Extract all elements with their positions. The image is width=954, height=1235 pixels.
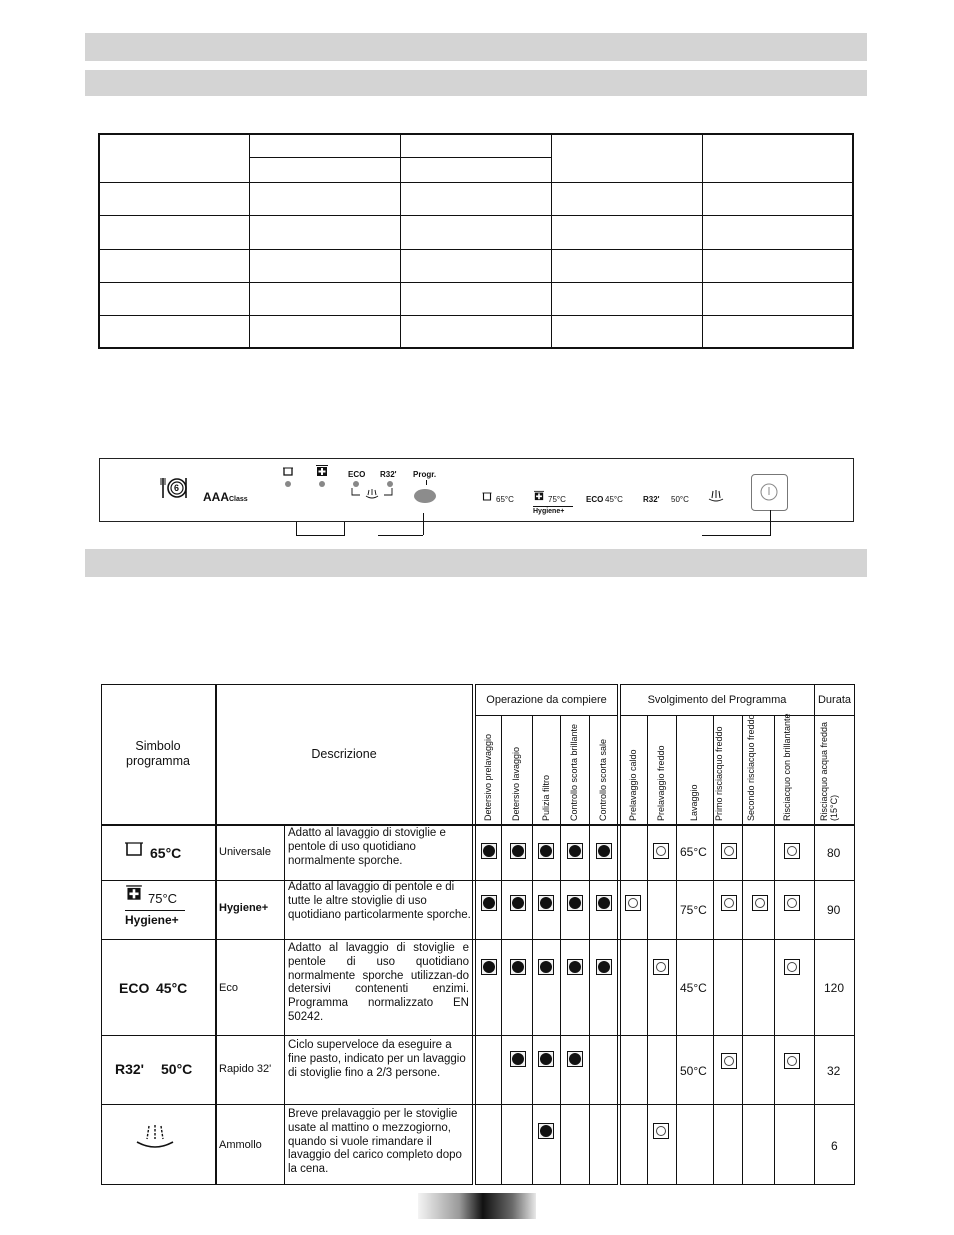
leader-line-power (702, 534, 771, 536)
filled-marker (481, 959, 497, 975)
power-icon (752, 475, 786, 509)
grid-line (560, 715, 561, 1185)
row4-duration: 32 (827, 1064, 841, 1078)
hygiene-icon (534, 490, 544, 501)
header-operations: Operazione da compiere (486, 694, 607, 706)
col-lavaggio: Lavaggio (689, 784, 699, 821)
filled-marker (510, 1051, 526, 1067)
pot-icon (282, 465, 294, 477)
row1-duration: 80 (827, 846, 841, 860)
progr-label-tick (426, 480, 427, 485)
row3-symbol-prefix: ECO (119, 980, 150, 996)
row4-symbol-temp: 50°C (161, 1061, 193, 1077)
open-marker (784, 895, 800, 911)
grid-line (742, 715, 743, 1185)
frame-mid (475, 684, 618, 1185)
row3-symbol-temp: 45°C (156, 980, 188, 996)
row2-duration: 90 (827, 903, 841, 917)
filled-marker (538, 843, 554, 859)
open-marker (721, 1053, 737, 1069)
pot-icon (124, 839, 144, 857)
filled-marker (538, 1123, 554, 1139)
progr-button-label: Progr. (413, 470, 437, 479)
table-cell (400, 157, 551, 182)
energy-class-label: AAA (203, 490, 229, 504)
row2-symbol-sub: Hygiene+ (125, 913, 179, 927)
col-detersivo-lavaggio: Detersivo lavaggio (511, 746, 521, 821)
grid-line (814, 684, 815, 1185)
energy-class-suffix: Class (229, 496, 248, 503)
row5-name: Ammollo (219, 1139, 262, 1151)
leader-line-leds (296, 522, 345, 536)
table-cell (551, 134, 702, 182)
filled-marker (567, 843, 583, 859)
control-panel (99, 458, 854, 522)
row3-description: Adatto al lavaggio di stoviglie e pentole di uso quotidiano normalmente sporche utilizzan-do detersivi contenenti enzimi. Programma normalizzato EN 50242. (288, 942, 469, 1023)
row3-wash-temp: 45°C (680, 981, 707, 995)
grid-line (774, 715, 775, 1185)
filled-marker (567, 959, 583, 975)
table-cell (400, 134, 551, 157)
row2-symbol-temp: 75°C (148, 891, 178, 906)
program-hygiene-temp: 75°C (548, 495, 566, 504)
program-rapid-temp: 50°C (671, 495, 689, 504)
filled-marker (510, 843, 526, 859)
open-marker (721, 895, 737, 911)
filled-marker (596, 959, 612, 975)
section-header-bar (85, 549, 867, 577)
table-cell (99, 134, 249, 182)
filled-marker (510, 959, 526, 975)
open-marker (784, 959, 800, 975)
program-table (101, 684, 855, 1185)
row4-wash-temp: 50°C (680, 1064, 707, 1078)
leader-line-progr (378, 534, 423, 536)
open-marker (653, 843, 669, 859)
header-cycle: Svolgimento del Programma (647, 694, 787, 706)
row1-name: Universale (219, 846, 271, 858)
filled-marker (596, 895, 612, 911)
table-cell (249, 134, 400, 157)
grid-line (647, 715, 648, 1185)
table-cell (249, 157, 400, 182)
row2-description: Adatto al lavaggio di pentole e di tutte le altre stoviglie di uso quotidiano particolarmente sporche. (288, 881, 471, 921)
row4-description: Ciclo superveloce da eseguire a fine pasto, indicato per un lavaggio di stoviglie fino a 2/3 persone. (288, 1039, 466, 1079)
program-eco-temp: 45°C (605, 495, 623, 504)
section-subheader-bar (85, 70, 867, 96)
power-button[interactable] (751, 474, 788, 511)
pot-icon (482, 491, 492, 501)
capacity-mark: 6 (174, 483, 180, 493)
led-hygiene (319, 481, 325, 487)
progr-button[interactable] (414, 489, 436, 503)
col-risciacquo-brillantante: Risciacquo con brillantante (782, 713, 792, 821)
soak-icon (135, 1124, 175, 1150)
page-number-tab (418, 1193, 536, 1219)
program-hygiene-sub: Hygiene+ (533, 508, 565, 515)
table-cell (702, 134, 853, 182)
leader-line-progr-v (423, 513, 425, 535)
col-prelavaggio-freddo: Prelavaggio freddo (656, 745, 666, 821)
col-secondo-risciacquo: Secondo risciacquo freddo (746, 714, 756, 821)
filled-marker (538, 1051, 554, 1067)
filled-marker (481, 843, 497, 859)
col-primo-risciacquo: Primo risciacquo freddo (714, 726, 724, 821)
hygiene-icon (316, 464, 328, 477)
open-marker (653, 1123, 669, 1139)
filled-marker (596, 843, 612, 859)
leader-line-power-v (770, 510, 772, 535)
grid-line (532, 715, 533, 1185)
grid-line (475, 715, 618, 716)
row3-name: Eco (219, 982, 238, 994)
filled-marker (481, 895, 497, 911)
filled-marker (567, 1051, 583, 1067)
row4-symbol-prefix: R32' (115, 1061, 145, 1077)
program-eco-prefix: ECO (586, 495, 604, 504)
filled-marker (510, 895, 526, 911)
eco-led-label: ECO (348, 470, 366, 479)
row2-name: Hygiene+ (219, 902, 269, 914)
soak-bracket-icon (350, 487, 394, 501)
grid-line (589, 715, 590, 1185)
hygiene-icon (126, 884, 142, 901)
grid-line (676, 715, 677, 1185)
program-universal-temp: 65°C (496, 495, 514, 504)
filled-marker (567, 895, 583, 911)
rapid-led-label: R32' (380, 470, 397, 479)
program-rapid-prefix: R32' (643, 495, 660, 504)
grid-line (284, 824, 285, 1185)
col-controllo-sale: Controllo scorta sale (598, 738, 608, 821)
header-symbol: Simbolo programma (126, 739, 190, 768)
col-pulizia-filtro: Pulizia filtro (541, 774, 551, 821)
open-marker (653, 959, 669, 975)
filled-marker (538, 959, 554, 975)
col-risciacquo-acqua-fredda: Risciacquo acqua fredda (15°C) (819, 721, 839, 821)
row2-wash-temp: 75°C (680, 903, 707, 917)
row2-symbol-underline (125, 910, 185, 911)
open-marker (784, 1053, 800, 1069)
row3-duration: 120 (824, 981, 845, 995)
led-universal (285, 481, 291, 487)
col-controllo-brillante: Controllo scorta brillante (569, 723, 579, 821)
header-description: Descrizione (311, 747, 377, 761)
col-detersivo-prelavaggio: Detersivo prelavaggio (483, 733, 493, 821)
hygiene-underline (533, 506, 573, 507)
open-marker (625, 895, 641, 911)
open-marker (784, 843, 800, 859)
technical-data-table (98, 133, 854, 349)
row4-name: Rapido 32' (219, 1063, 272, 1075)
soak-icon (708, 489, 724, 503)
row1-wash-temp: 65°C (680, 845, 707, 859)
open-marker (752, 895, 768, 911)
row5-duration: 6 (831, 1139, 838, 1153)
section-header-bar (85, 33, 867, 61)
grid-line (501, 715, 502, 1185)
energy-class (203, 488, 248, 506)
col-prelavaggio-caldo: Prelavaggio caldo (628, 749, 638, 821)
open-marker (721, 843, 737, 859)
row5-description: Breve prelavaggio per le stoviglie usate al mattino o mezzogiorno, quando si vuole rimandare il lavaggio del carico completo dopo la cena. (288, 1108, 462, 1176)
row1-symbol-temp: 65°C (150, 845, 182, 861)
header-duration: Durata (817, 694, 852, 706)
filled-marker (538, 895, 554, 911)
row1-description: Adatto al lavaggio di stoviglie e pentole di uso quotidiano normalmente sporche. (288, 827, 446, 867)
